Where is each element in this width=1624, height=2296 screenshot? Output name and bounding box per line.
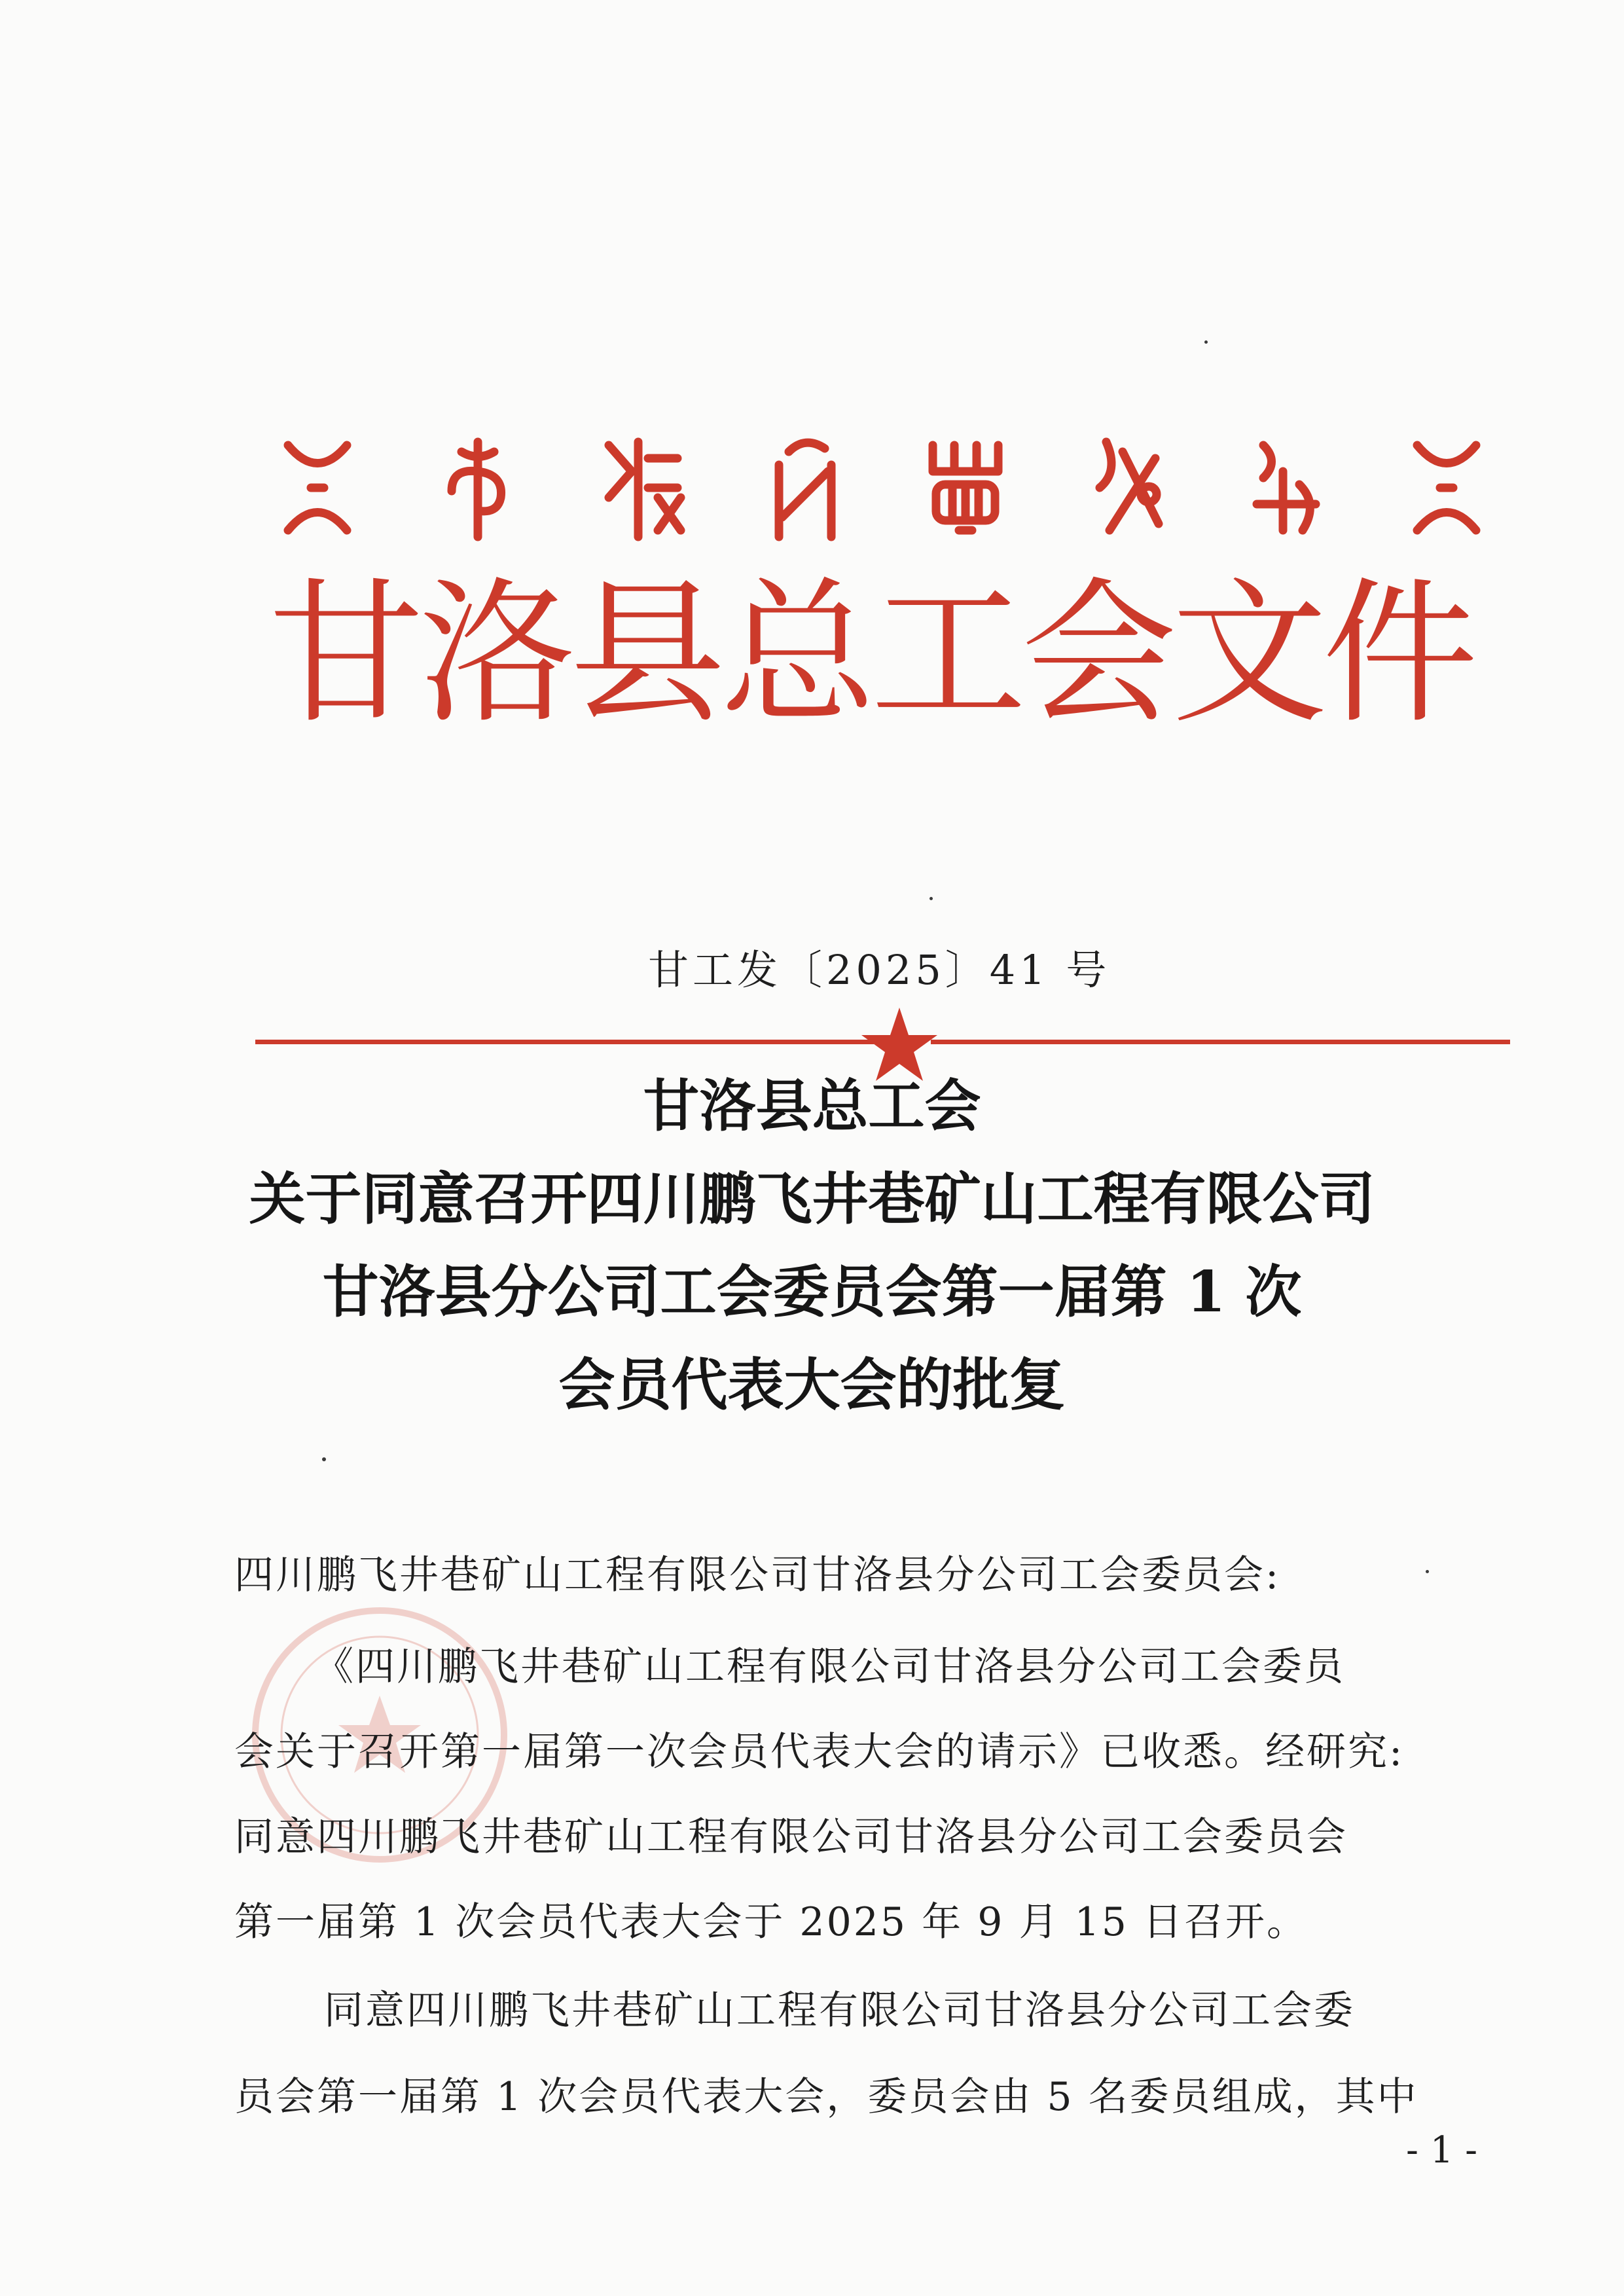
yi-script-header bbox=[275, 432, 1453, 563]
body-paragraph-1-line-1: 《四川鹏飞井巷矿山工程有限公司甘洛县分公司工会委员 bbox=[314, 1644, 1345, 1690]
yi-glyph-5-icon bbox=[923, 432, 1008, 543]
document-number: 甘工发〔2025〕41 号 bbox=[648, 946, 1111, 994]
masthead-char: 甘 bbox=[268, 564, 427, 745]
masthead-char: 总 bbox=[720, 564, 878, 745]
red-divider-left bbox=[255, 1040, 874, 1044]
body-paragraph-2-line-1: 同意四川鹏飞井巷矿山工程有限公司甘洛县分公司工会委 bbox=[324, 1988, 1355, 2033]
masthead-char: 会 bbox=[1021, 564, 1180, 745]
scan-speck bbox=[322, 1457, 326, 1461]
body-paragraph-2-line-2: 员会第一届第 1 次会员代表大会，委员会由 5 名委员组成，其中 bbox=[234, 2074, 1418, 2120]
scan-speck bbox=[1426, 1570, 1429, 1573]
masthead-char: 县 bbox=[569, 564, 728, 745]
yi-glyph-1-icon bbox=[275, 432, 360, 543]
masthead-char: 工 bbox=[871, 564, 1029, 745]
yi-glyph-8-icon bbox=[1404, 432, 1489, 543]
red-divider-right bbox=[931, 1040, 1510, 1044]
body-paragraph-1-line-4: 第一届第 1 次会员代表大会于 2025 年 9 月 15 日召开。 bbox=[234, 1899, 1308, 1945]
scan-speck bbox=[1204, 340, 1208, 344]
scan-speck bbox=[929, 897, 933, 900]
yi-glyph-7-icon bbox=[1244, 432, 1329, 543]
masthead-title bbox=[268, 563, 1481, 746]
page-number: - 1 - bbox=[1406, 2129, 1478, 2172]
yi-glyph-6-icon bbox=[1087, 432, 1172, 543]
yi-glyph-3-icon bbox=[599, 432, 684, 543]
yi-glyph-4-icon bbox=[763, 432, 848, 543]
masthead-char: 件 bbox=[1322, 564, 1481, 745]
masthead-char: 洛 bbox=[419, 564, 577, 745]
body-paragraph-1-line-2: 会关于召开第一届第一次会员代表大会的请示》已收悉。经研究: bbox=[234, 1729, 1405, 1775]
title-line-1: 甘洛县总工会 bbox=[643, 1073, 981, 1139]
yi-glyph-2-icon bbox=[435, 432, 520, 543]
title-line-2: 关于同意召开四川鹏飞井巷矿山工程有限公司 bbox=[249, 1166, 1375, 1232]
title-line-4: 会员代表大会的批复 bbox=[558, 1352, 1066, 1418]
masthead-char: 文 bbox=[1172, 564, 1330, 745]
body-paragraph-1-line-3: 同意四川鹏飞井巷矿山工程有限公司甘洛县分公司工会委员会 bbox=[234, 1814, 1348, 1860]
title-line-3: 甘洛县分公司工会委员会第一届第 1 次 bbox=[322, 1259, 1302, 1325]
addressee-line: 四川鹏飞井巷矿山工程有限公司甘洛县分公司工会委员会: bbox=[234, 1552, 1281, 1598]
